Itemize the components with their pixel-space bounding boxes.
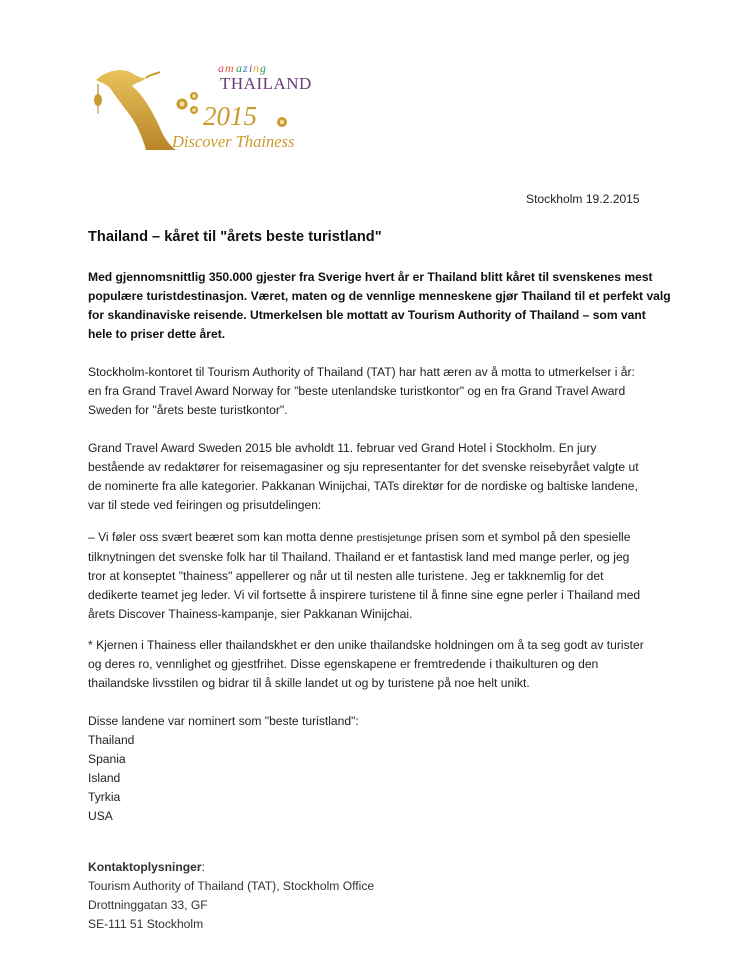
paragraph-line: bestående av redaktører for reisemagasiner og sju representanter for det svenske reisebyrået valgte ut <box>88 460 639 474</box>
paragraph-awards <box>88 363 668 420</box>
quote-text-small: prestisjetunge <box>356 532 423 544</box>
amazing-letter: z <box>243 61 248 75</box>
paragraph-event <box>88 439 668 515</box>
lead-line: hele to priser dette året. <box>88 327 226 341</box>
lead-paragraph <box>88 268 671 344</box>
nominee-item: Island <box>88 771 121 785</box>
amazing-thailand-2015-logo <box>86 58 336 158</box>
quote-line: tilknytningen det svenske folk har til Thailand. Thailand er et fantastisk land med mange perler, og jeg <box>88 550 630 564</box>
paragraph-line: Grand Travel Award Sweden 2015 ble avholdt 11. februar ved Grand Hotel i Stockholm. En jury <box>88 441 597 455</box>
quote-text: – Vi føler oss svært beæret som kan motta denne <box>88 530 357 544</box>
lead-line: for skandinaviske reisende. Utmerkelsen ble mottatt av Tourism Authority of Thailand – som vant <box>88 308 646 322</box>
paragraph-note <box>88 636 668 693</box>
amazing-letter: g <box>260 61 266 75</box>
contact-line: Drottninggatan 33, GF <box>88 898 208 912</box>
quote-line: årets Discover Thainess-kampanje, sier Pakkanan Winijchai. <box>88 607 413 621</box>
paragraph-line: de nominerte fra alle kategorier. Pakkanan Winijchai, TATs direktør for de nordiske og baltiske landene, <box>88 479 638 493</box>
note-line: og deres ro, vennlighet og gjestfrihet. Disse egenskapene er fremtredende i thaikulturen og den <box>88 657 599 671</box>
quote-line <box>88 528 668 548</box>
contact-label: Kontaktoplysninger <box>88 860 202 874</box>
amazing-letter: a <box>236 61 242 75</box>
quote-line: dedikerte teamet jeg leder. Vi vil fortsette å inspirere turistene til å finne sine egne perler i Thailand med <box>88 588 641 602</box>
amazing-letter: i <box>249 61 253 75</box>
contact-line: Tourism Authority of Thailand (TAT), Stockholm Office <box>88 879 375 893</box>
contact-colon: : <box>201 860 205 874</box>
nominee-item: Spania <box>88 752 126 766</box>
page-title: Thailand – kåret til "årets beste turistland" <box>88 229 382 245</box>
amazing-letter: a <box>218 61 224 75</box>
lead-line: Med gjennomsnittlig 350.000 gjester fra Sverige hvert år er Thailand blitt kåret til svenskenes mest <box>88 270 653 284</box>
contact-block <box>88 858 668 934</box>
logo-year: 2015 <box>203 101 257 131</box>
amazing-letter: n <box>253 61 259 75</box>
note-line: * Kjernen i Thainess eller thailandskhet er den unike thailandske holdningen om å ta seg godt av turister <box>88 638 644 652</box>
thai-ornament-icon <box>96 70 176 150</box>
paragraph-line: en fra Grand Travel Award Norway for "beste utenlandske turistkontor" og en fra Grand Travel Award <box>88 384 626 398</box>
note-line: thailandske livsstilen og bidrar til å skille landet ut og by turistene på noe helt unikt. <box>88 676 530 690</box>
date-line: Stockholm 19.2.2015 <box>526 192 640 206</box>
paragraph-line: var til stede ved feiringen og prisutdelingen: <box>88 498 322 512</box>
logo-country: THAILAND <box>220 74 312 93</box>
paragraph-line: Sweden for "årets beste turistkontor". <box>88 403 288 417</box>
contact-line: SE-111 51 Stockholm <box>88 917 204 931</box>
nominee-intro: Disse landene var nominert som "beste turistland": <box>88 714 359 728</box>
contact-heading <box>88 858 668 877</box>
paragraph-quote <box>88 528 668 624</box>
nominee-item: Thailand <box>88 733 135 747</box>
logo-tagline: Discover Thainess <box>172 132 295 151</box>
quote-text: prisen som et symbol på den spesielle <box>422 530 631 544</box>
nominee-item: Tyrkia <box>88 790 121 804</box>
paragraph-line: Stockholm-kontoret til Tourism Authority of Thailand (TAT) har hatt æren av å motta to utmerkelser i år: <box>88 365 635 379</box>
nominee-item: USA <box>88 809 113 823</box>
lead-line: populære turistdestinasjon. Været, maten og de vennlige menneskene gjør Thailand til et perfekt valg <box>88 289 671 303</box>
nominee-list <box>88 712 668 826</box>
amazing-letter: m <box>225 61 234 75</box>
quote-line: tror at konseptet "thainess" appellerer og når ut til nesten alle turistene. Jeg er takknemlig for det <box>88 569 604 583</box>
amazing-text <box>218 61 266 75</box>
